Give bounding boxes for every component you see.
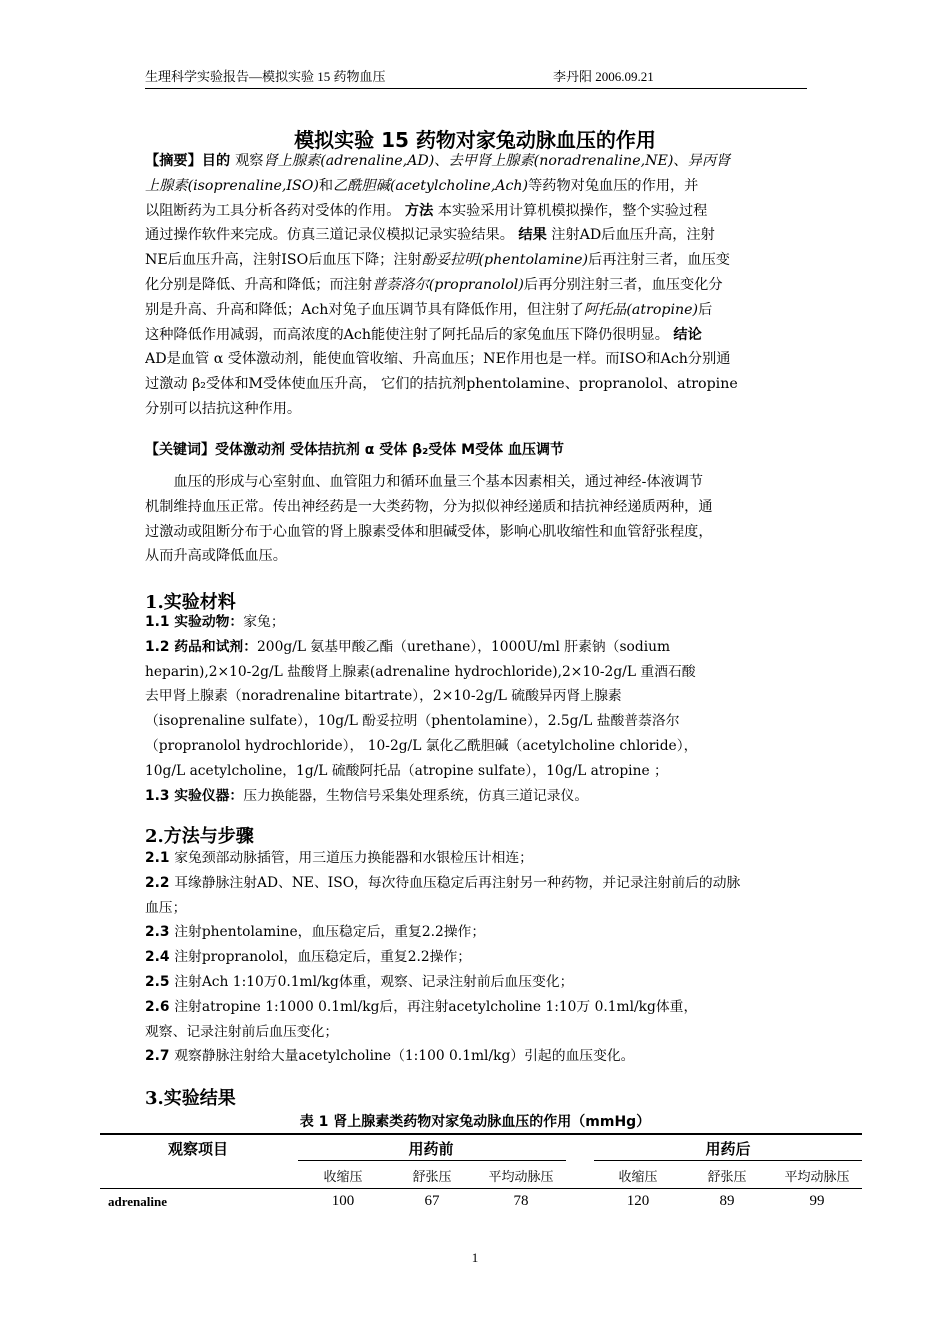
document-title: 模拟实验 15 药物对家兔动脉血压的作用 [294, 128, 656, 152]
text-run: （isoprenaline sulfate），10g/L 酚妥拉明（phentolamine），2.5g/L 盐酸普萘洛尔 [145, 713, 680, 730]
text-line [145, 298, 809, 323]
text-line: 过激动或阻断分布于心血管的肾上腺素受体和胆碱受体，影响心肌收缩性和血管舒张程度， [145, 523, 713, 540]
text-run: 2.6 [145, 998, 175, 1015]
text-run: 分别可以拮抗这种作用。 [145, 400, 302, 417]
text-run: 观察、记录注射前后血压变化； [145, 1023, 339, 1040]
text-run: 乙酰胆碱(acetylcholine,Ach) [333, 177, 529, 194]
table-cell: 99 [809, 1193, 825, 1209]
text-line [145, 174, 809, 199]
col-header-item: 观察项目 [167, 1140, 228, 1158]
text-run: 家兔颈部动脉插管，用三道压力换能器和水银检压计相连； [174, 850, 533, 866]
subheader-cell: 收缩压 [323, 1169, 363, 1184]
text-run: 注射atropine 1:1000 0.1ml/kg后，再注射acetylcholine 1:10万 0.1ml/kg体重， [174, 998, 698, 1015]
text-run: 注射phentolamine，血压稳定后，重复2.2操作； [174, 924, 486, 941]
subheader-cell: 平均动脉压 [488, 1169, 554, 1184]
text-run: 本实验采用计算机模拟操作，整个实验过程 [433, 202, 708, 219]
table-cell: 89 [719, 1193, 735, 1209]
running-header [145, 66, 807, 89]
text-run: 【摘要】目的 [145, 153, 236, 169]
header-bottom-rule [100, 1188, 862, 1189]
text-line [145, 273, 809, 298]
text-run: 后 [698, 301, 713, 318]
text-run: 家兔； [243, 614, 285, 630]
intro-paragraph [145, 470, 809, 569]
text-run: heparin),2×10-2g/L 盐酸肾上腺素(adrenaline hydrochloride),2×10-2g/L 重酒石酸 [145, 663, 696, 680]
text-run: 后再分别注射三者，血压变化分 [523, 276, 723, 293]
text-line [145, 223, 809, 248]
text-line: 机制维持血压正常。传出神经药是一大类药物，分为拟似神经递质和拮抗神经递质两种，通 [145, 498, 713, 515]
text-line [145, 660, 809, 685]
text-run: 2.7 [145, 1048, 175, 1065]
text-line [145, 199, 809, 224]
text-run: AD是血管 α 受体激动剂，能使血管收缩、升高血压；NE作用也是一样。而ISO和Ach分别通 [145, 351, 731, 368]
text-run: 1.3 实验仪器： [145, 787, 244, 804]
text-line [145, 347, 809, 372]
text-run: 、 [434, 153, 449, 169]
header-left: 生理科学实验报告—模拟实验 15 药物血压 [145, 69, 386, 84]
section-1-body [145, 610, 809, 808]
text-run: 观察 [235, 153, 264, 169]
subheader-cell: 舒张压 [707, 1169, 747, 1184]
text-line [145, 372, 809, 397]
text-line: 血压的形成与心室射血、血管阻力和循环血量三个基本因素相关，通过神经-体液调节 [145, 474, 704, 490]
subheader-cell: 平均动脉压 [784, 1169, 850, 1184]
text-run: 、 [673, 153, 688, 169]
text-run: 结论 [673, 326, 702, 343]
text-run: 上腺素(isoprenaline,ISO) [145, 177, 319, 194]
text-run: 注射propranolol，血压稳定后，重复2.2操作； [174, 949, 472, 966]
text-run: 这种降低作用减弱，而高浓度的Ach能使注射了阿托品后的家兔血压下降仍很明显。 [145, 326, 674, 343]
table-top-rule [100, 1133, 862, 1135]
group-rule-before [298, 1160, 566, 1161]
section-2-title: 2.方法与步骤 [145, 826, 254, 847]
text-line [145, 920, 809, 945]
text-run: 2.3 [145, 924, 175, 941]
text-run: 注射AD后血压升高，注射 [546, 227, 715, 244]
text-line [145, 846, 809, 871]
text-line [145, 784, 809, 809]
subheader-cell: 收缩压 [618, 1169, 658, 1184]
page-number: 1 [471, 1250, 479, 1265]
table-cell: 120 [626, 1193, 650, 1209]
section-1-title: 1.实验材料 [145, 592, 236, 613]
subheader-cell: 舒张压 [412, 1169, 452, 1184]
text-line [145, 1044, 809, 1069]
text-line [145, 635, 809, 660]
text-line [145, 759, 809, 784]
group-header-after: 用药后 [705, 1140, 751, 1158]
header-right: 李丹阳 2006.09.21 [553, 69, 654, 84]
text-run: 2.1 [145, 850, 175, 866]
text-line: 从而升高或降低血压。 [145, 548, 287, 565]
text-line [145, 323, 809, 348]
text-line [145, 397, 809, 422]
text-run: 耳缘静脉注射AD、NE、ISO，每次待血压稳定后再注射另一种药物，并记录注射前后的动脉 [174, 874, 741, 891]
text-run: 过激动 β₂受体和M受体使血压升高， 它们的拮抗剂phentolamine、propranolol、atropine [145, 376, 738, 393]
text-run: 观察静脉注射给大量acetylcholine（1:100 0.1ml/kg）引起的血压变化。 [174, 1048, 635, 1065]
text-run: 压力换能器，生物信号采集处理系统，仿真三道记录仪。 [243, 787, 589, 804]
text-run: 去甲肾上腺素(noradrenaline,NE) [448, 153, 674, 169]
text-run: 酚妥拉明(phentolamine) [421, 252, 589, 269]
text-line [145, 248, 809, 273]
table-row-label: adrenaline [108, 1194, 167, 1209]
text-run: 1.2 药品和试剂： [145, 638, 258, 655]
text-line [145, 945, 809, 970]
text-line [145, 734, 809, 759]
text-run: 200g/L 氨基甲酸乙酯（urethane），1000U/ml 肝素钠（sodium [257, 638, 671, 655]
text-line [145, 610, 809, 635]
table-cell: 67 [424, 1193, 440, 1209]
text-run: 化分别是降低、升高和降低；而注射 [145, 276, 373, 293]
text-run: 和 [318, 177, 334, 194]
text-run: 异丙肾 [687, 153, 731, 169]
text-run: 注射Ach 1:10万0.1ml/kg体重，观察、记录注射前后血压变化； [174, 973, 574, 990]
keywords: 【关键词】受体激动剂 受体拮抗剂 α 受体 β₂受体 M受体 血压调节 [145, 442, 564, 458]
text-line [145, 970, 809, 995]
group-rule-after [594, 1160, 862, 1161]
text-run: 等药物对兔血压的作用，并 [528, 177, 699, 194]
text-run: 普萘洛尔(propranolol) [372, 276, 524, 293]
section-2-body [145, 846, 809, 1069]
table-caption: 表 1 肾上腺素类药物对家兔动脉血压的作用（mmHg） [299, 1114, 651, 1130]
text-line [145, 995, 809, 1020]
text-run: （propranolol hydrochloride）， 10-2g/L 氯化乙酰胆碱（acetylcholine chloride）， [145, 737, 698, 754]
table-cell: 78 [513, 1193, 529, 1209]
text-run: 以阻断药为工具分析各药对受体的作用。 [145, 202, 405, 219]
text-run: 2.4 [145, 949, 175, 966]
group-header-before: 用药前 [408, 1140, 454, 1158]
text-run: 后再注射三者，血压变 [588, 252, 730, 269]
text-line [145, 149, 809, 174]
text-run: 10g/L acetylcholine，1g/L 硫酸阿托品（atropine sulfate），10g/L atropine ； [145, 762, 668, 779]
abstract [145, 149, 809, 422]
text-run: 肾上腺素(adrenaline,AD) [263, 153, 435, 169]
text-run: 通过操作软件来完成。仿真三道记录仪模拟记录实验结果。 [145, 227, 519, 244]
text-line [145, 1020, 809, 1045]
section-3-title: 3.实验结果 [145, 1088, 236, 1109]
text-line [145, 684, 809, 709]
text-run: 去甲肾上腺素（noradrenaline bitartrate），2×10-2g/L 硫酸异丙肾上腺素 [145, 688, 622, 705]
text-run: 阿托品(atropine) [583, 301, 699, 318]
text-run: 2.2 [145, 874, 175, 891]
table-cell: 100 [331, 1193, 355, 1209]
text-line [145, 709, 809, 734]
text-run: 别是升高、升高和降低；Ach对兔子血压调节具有降低作用，但注射了 [145, 301, 584, 318]
text-line [145, 896, 809, 921]
text-run: 血压； [145, 899, 187, 916]
text-run: NE后血压升高，注射ISO后血压下降；注射 [145, 252, 422, 269]
text-run: 结果 [518, 227, 547, 244]
text-run: 2.5 [145, 973, 175, 990]
text-line [145, 871, 809, 896]
text-run: 1.1 实验动物： [145, 614, 244, 630]
text-run: 方法 [404, 202, 434, 219]
